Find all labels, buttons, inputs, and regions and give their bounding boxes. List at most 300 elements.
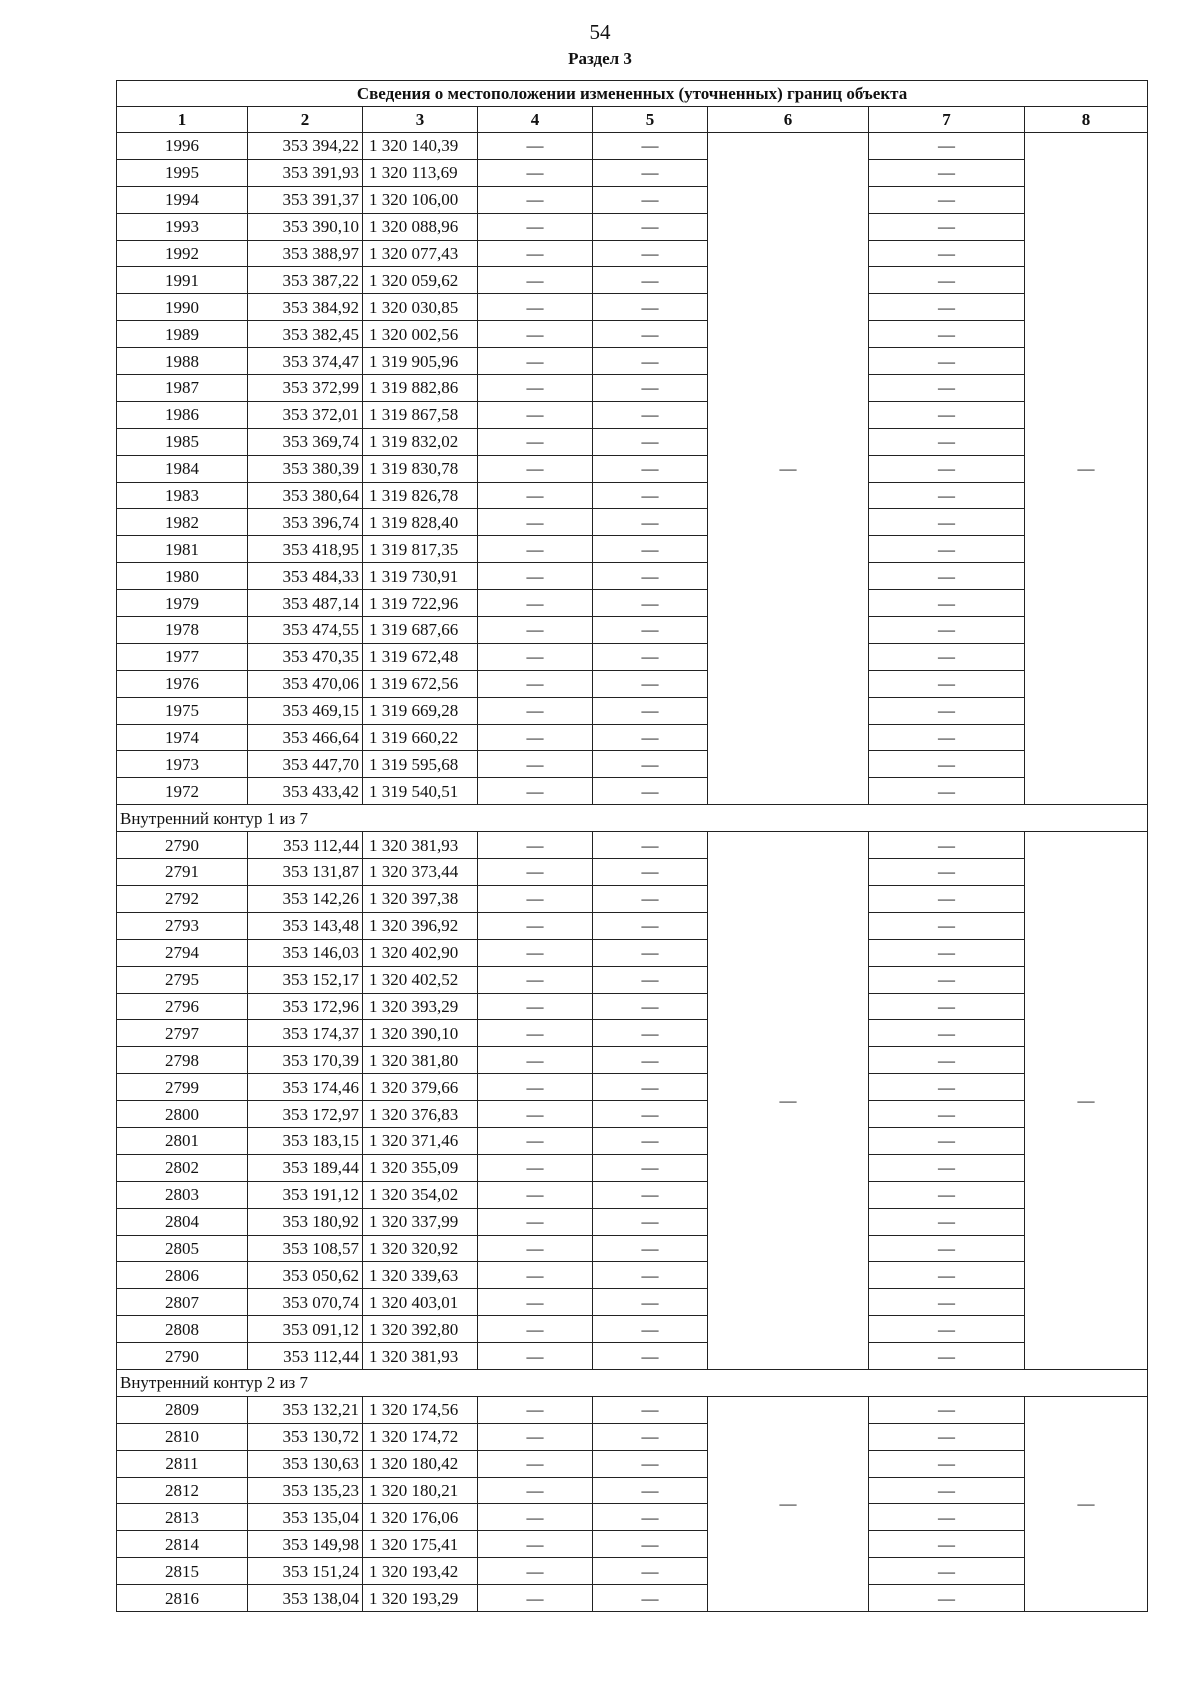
col4-cell: —	[478, 321, 593, 348]
point-number-cell: 1980	[117, 563, 248, 590]
col4-cell: —	[478, 375, 593, 402]
col4-cell: —	[478, 213, 593, 240]
y-coordinate-cell: 1 320 030,85	[363, 294, 478, 321]
col5-cell: —	[593, 1450, 708, 1477]
col4-cell: —	[478, 1235, 593, 1262]
point-number-cell: 1977	[117, 643, 248, 670]
col5-cell: —	[593, 751, 708, 778]
col4-cell: —	[478, 993, 593, 1020]
point-number-cell: 2799	[117, 1074, 248, 1101]
col7-cell: —	[869, 643, 1025, 670]
x-coordinate-cell: 353 174,46	[248, 1074, 363, 1101]
col7-cell: —	[869, 1101, 1025, 1128]
col6-merged-cell: —	[708, 832, 869, 1370]
col4-cell: —	[478, 1289, 593, 1316]
col7-cell: —	[869, 751, 1025, 778]
col5-cell: —	[593, 993, 708, 1020]
col7-cell: —	[869, 536, 1025, 563]
point-number-cell: 1995	[117, 159, 248, 186]
col7-cell: —	[869, 401, 1025, 428]
y-coordinate-cell: 1 319 660,22	[363, 724, 478, 751]
col5-cell: —	[593, 778, 708, 805]
point-number-cell: 1993	[117, 213, 248, 240]
col5-cell: —	[593, 590, 708, 617]
col5-cell: —	[593, 240, 708, 267]
table-row	[117, 939, 1148, 966]
col5-cell: —	[593, 1396, 708, 1423]
x-coordinate-cell: 353 132,21	[248, 1396, 363, 1423]
contour-label-row	[117, 1369, 1148, 1396]
col7-cell: —	[869, 1154, 1025, 1181]
x-coordinate-cell: 353 374,47	[248, 348, 363, 375]
y-coordinate-cell: 1 320 077,43	[363, 240, 478, 267]
point-number-cell: 2812	[117, 1477, 248, 1504]
x-coordinate-cell: 353 391,93	[248, 159, 363, 186]
x-coordinate-cell: 353 142,26	[248, 885, 363, 912]
col4-cell: —	[478, 1423, 593, 1450]
point-number-cell: 1982	[117, 509, 248, 536]
x-coordinate-cell: 353 470,06	[248, 670, 363, 697]
table-row	[117, 1235, 1148, 1262]
point-number-cell: 1983	[117, 482, 248, 509]
col7-cell: —	[869, 213, 1025, 240]
table-row	[117, 563, 1148, 590]
y-coordinate-cell: 1 320 371,46	[363, 1127, 478, 1154]
point-number-cell: 2790	[117, 1343, 248, 1370]
col4-cell: —	[478, 348, 593, 375]
col5-cell: —	[593, 670, 708, 697]
x-coordinate-cell: 353 070,74	[248, 1289, 363, 1316]
table-row	[117, 751, 1148, 778]
x-coordinate-cell: 353 384,92	[248, 294, 363, 321]
x-coordinate-cell: 353 380,39	[248, 455, 363, 482]
y-coordinate-cell: 1 320 403,01	[363, 1289, 478, 1316]
table-row	[117, 1289, 1148, 1316]
col8-merged-cell: —	[1025, 832, 1148, 1370]
col4-cell: —	[478, 724, 593, 751]
y-coordinate-cell: 1 319 595,68	[363, 751, 478, 778]
table-row	[117, 1423, 1148, 1450]
column-number-row	[117, 107, 1148, 133]
y-coordinate-cell: 1 320 180,21	[363, 1477, 478, 1504]
point-number-cell: 2798	[117, 1047, 248, 1074]
col4-cell: —	[478, 159, 593, 186]
col4-cell: —	[478, 428, 593, 455]
point-number-cell: 2816	[117, 1585, 248, 1612]
col7-cell: —	[869, 1316, 1025, 1343]
y-coordinate-cell: 1 319 905,96	[363, 348, 478, 375]
column-number: 8	[1025, 107, 1148, 133]
point-number-cell: 2810	[117, 1423, 248, 1450]
point-number-cell: 2813	[117, 1504, 248, 1531]
table-row	[117, 1558, 1148, 1585]
x-coordinate-cell: 353 135,23	[248, 1477, 363, 1504]
col5-cell: —	[593, 643, 708, 670]
point-number-cell: 1987	[117, 375, 248, 402]
point-number-cell: 2794	[117, 939, 248, 966]
x-coordinate-cell: 353 447,70	[248, 751, 363, 778]
table-row	[117, 536, 1148, 563]
table-row	[117, 1127, 1148, 1154]
table-row	[117, 267, 1148, 294]
col5-cell: —	[593, 1343, 708, 1370]
table-row	[117, 697, 1148, 724]
point-number-cell: 1990	[117, 294, 248, 321]
col8-merged-cell: —	[1025, 1396, 1148, 1611]
x-coordinate-cell: 353 130,63	[248, 1450, 363, 1477]
col4-cell: —	[478, 1020, 593, 1047]
col5-cell: —	[593, 1316, 708, 1343]
col5-cell: —	[593, 1558, 708, 1585]
table-row	[117, 590, 1148, 617]
x-coordinate-cell: 353 143,48	[248, 912, 363, 939]
col4-cell: —	[478, 1477, 593, 1504]
y-coordinate-cell: 1 320 337,99	[363, 1208, 478, 1235]
x-coordinate-cell: 353 433,42	[248, 778, 363, 805]
column-number: 7	[869, 107, 1025, 133]
point-number-cell: 1981	[117, 536, 248, 563]
y-coordinate-cell: 1 319 882,86	[363, 375, 478, 402]
table-row	[117, 724, 1148, 751]
col5-cell: —	[593, 536, 708, 563]
x-coordinate-cell: 353 180,92	[248, 1208, 363, 1235]
y-coordinate-cell: 1 319 540,51	[363, 778, 478, 805]
y-coordinate-cell: 1 319 828,40	[363, 509, 478, 536]
col5-cell: —	[593, 832, 708, 859]
y-coordinate-cell: 1 319 687,66	[363, 617, 478, 644]
col5-cell: —	[593, 186, 708, 213]
y-coordinate-cell: 1 320 373,44	[363, 859, 478, 886]
col7-cell: —	[869, 670, 1025, 697]
col4-cell: —	[478, 590, 593, 617]
table-row	[117, 133, 1148, 160]
col4-cell: —	[478, 401, 593, 428]
y-coordinate-cell: 1 320 174,72	[363, 1423, 478, 1450]
col5-cell: —	[593, 1585, 708, 1612]
point-number-cell: 2800	[117, 1101, 248, 1128]
point-number-cell: 2805	[117, 1235, 248, 1262]
table-row	[117, 885, 1148, 912]
contour-label: Внутренний контур 2 из 7	[117, 1369, 1148, 1396]
x-coordinate-cell: 353 131,87	[248, 859, 363, 886]
col7-cell: —	[869, 509, 1025, 536]
table-row	[117, 482, 1148, 509]
table-row	[117, 1396, 1148, 1423]
table-row	[117, 1477, 1148, 1504]
point-number-cell: 2814	[117, 1531, 248, 1558]
table-row	[117, 912, 1148, 939]
col7-cell: —	[869, 885, 1025, 912]
table-row	[117, 455, 1148, 482]
point-number-cell: 2795	[117, 966, 248, 993]
y-coordinate-cell: 1 320 392,80	[363, 1316, 478, 1343]
col7-cell: —	[869, 1020, 1025, 1047]
col4-cell: —	[478, 267, 593, 294]
col4-cell: —	[478, 966, 593, 993]
y-coordinate-cell: 1 320 381,93	[363, 1343, 478, 1370]
col5-cell: —	[593, 455, 708, 482]
y-coordinate-cell: 1 319 730,91	[363, 563, 478, 590]
x-coordinate-cell: 353 474,55	[248, 617, 363, 644]
table-row	[117, 348, 1148, 375]
y-coordinate-cell: 1 320 193,29	[363, 1585, 478, 1612]
col7-cell: —	[869, 240, 1025, 267]
column-number: 6	[708, 107, 869, 133]
table-row	[117, 859, 1148, 886]
col5-cell: —	[593, 348, 708, 375]
col4-cell: —	[478, 563, 593, 590]
x-coordinate-cell: 353 396,74	[248, 509, 363, 536]
x-coordinate-cell: 353 390,10	[248, 213, 363, 240]
table-title: Сведения о местоположении измененных (уточненных) границ объекта	[117, 81, 1148, 107]
table-row	[117, 1262, 1148, 1289]
table-row	[117, 832, 1148, 859]
y-coordinate-cell: 1 319 672,56	[363, 670, 478, 697]
table-row	[117, 375, 1148, 402]
table-row	[117, 428, 1148, 455]
table-row	[117, 778, 1148, 805]
table-row	[117, 1154, 1148, 1181]
x-coordinate-cell: 353 152,17	[248, 966, 363, 993]
point-number-cell: 2803	[117, 1181, 248, 1208]
col4-cell: —	[478, 1127, 593, 1154]
x-coordinate-cell: 353 391,37	[248, 186, 363, 213]
col4-cell: —	[478, 1316, 593, 1343]
col7-cell: —	[869, 375, 1025, 402]
col5-cell: —	[593, 724, 708, 751]
x-coordinate-cell: 353 394,22	[248, 133, 363, 160]
col5-cell: —	[593, 133, 708, 160]
x-coordinate-cell: 353 484,33	[248, 563, 363, 590]
point-number-cell: 1984	[117, 455, 248, 482]
x-coordinate-cell: 353 151,24	[248, 1558, 363, 1585]
col7-cell: —	[869, 1423, 1025, 1450]
col5-cell: —	[593, 159, 708, 186]
x-coordinate-cell: 353 146,03	[248, 939, 363, 966]
y-coordinate-cell: 1 320 402,90	[363, 939, 478, 966]
col5-cell: —	[593, 912, 708, 939]
col7-cell: —	[869, 1504, 1025, 1531]
y-coordinate-cell: 1 320 174,56	[363, 1396, 478, 1423]
col7-cell: —	[869, 697, 1025, 724]
col7-cell: —	[869, 482, 1025, 509]
point-number-cell: 1989	[117, 321, 248, 348]
table-row	[117, 1585, 1148, 1612]
col5-cell: —	[593, 1047, 708, 1074]
col4-cell: —	[478, 294, 593, 321]
table-row	[117, 1020, 1148, 1047]
y-coordinate-cell: 1 320 113,69	[363, 159, 478, 186]
column-number: 3	[363, 107, 478, 133]
col4-cell: —	[478, 1558, 593, 1585]
y-coordinate-cell: 1 320 088,96	[363, 213, 478, 240]
x-coordinate-cell: 353 382,45	[248, 321, 363, 348]
col7-cell: —	[869, 1235, 1025, 1262]
col7-cell: —	[869, 1558, 1025, 1585]
point-number-cell: 2793	[117, 912, 248, 939]
point-number-cell: 1996	[117, 133, 248, 160]
col4-cell: —	[478, 133, 593, 160]
column-number: 2	[248, 107, 363, 133]
x-coordinate-cell: 353 189,44	[248, 1154, 363, 1181]
col5-cell: —	[593, 966, 708, 993]
col5-cell: —	[593, 267, 708, 294]
col4-cell: —	[478, 1074, 593, 1101]
col4-cell: —	[478, 751, 593, 778]
col7-cell: —	[869, 1181, 1025, 1208]
col4-cell: —	[478, 778, 593, 805]
boundary-coordinates-table	[116, 80, 1148, 1612]
page-number: 54	[589, 20, 611, 44]
col7-cell: —	[869, 590, 1025, 617]
col5-cell: —	[593, 939, 708, 966]
column-number: 5	[593, 107, 708, 133]
col4-cell: —	[478, 697, 593, 724]
y-coordinate-cell: 1 319 722,96	[363, 590, 478, 617]
x-coordinate-cell: 353 466,64	[248, 724, 363, 751]
col7-cell: —	[869, 724, 1025, 751]
x-coordinate-cell: 353 372,99	[248, 375, 363, 402]
col7-cell: —	[869, 1127, 1025, 1154]
point-number-cell: 2790	[117, 832, 248, 859]
col5-cell: —	[593, 213, 708, 240]
col4-cell: —	[478, 482, 593, 509]
col5-cell: —	[593, 1289, 708, 1316]
y-coordinate-cell: 1 320 106,00	[363, 186, 478, 213]
table-row	[117, 1047, 1148, 1074]
y-coordinate-cell: 1 319 830,78	[363, 455, 478, 482]
y-coordinate-cell: 1 320 393,29	[363, 993, 478, 1020]
x-coordinate-cell: 353 470,35	[248, 643, 363, 670]
table-row	[117, 401, 1148, 428]
point-number-cell: 1975	[117, 697, 248, 724]
col5-cell: —	[593, 428, 708, 455]
point-number-cell: 1974	[117, 724, 248, 751]
table-row	[117, 670, 1148, 697]
y-coordinate-cell: 1 319 672,48	[363, 643, 478, 670]
x-coordinate-cell: 353 172,96	[248, 993, 363, 1020]
point-number-cell: 1994	[117, 186, 248, 213]
y-coordinate-cell: 1 320 402,52	[363, 966, 478, 993]
col5-cell: —	[593, 563, 708, 590]
col7-cell: —	[869, 1396, 1025, 1423]
x-coordinate-cell: 353 172,97	[248, 1101, 363, 1128]
col7-cell: —	[869, 563, 1025, 590]
col4-cell: —	[478, 1531, 593, 1558]
y-coordinate-cell: 1 319 817,35	[363, 536, 478, 563]
col5-cell: —	[593, 1504, 708, 1531]
col7-cell: —	[869, 1531, 1025, 1558]
point-number-cell: 1991	[117, 267, 248, 294]
y-coordinate-cell: 1 319 669,28	[363, 697, 478, 724]
col5-cell: —	[593, 697, 708, 724]
y-coordinate-cell: 1 319 832,02	[363, 428, 478, 455]
y-coordinate-cell: 1 320 140,39	[363, 133, 478, 160]
col4-cell: —	[478, 1504, 593, 1531]
point-number-cell: 1972	[117, 778, 248, 805]
col5-cell: —	[593, 617, 708, 644]
x-coordinate-cell: 353 174,37	[248, 1020, 363, 1047]
x-coordinate-cell: 353 108,57	[248, 1235, 363, 1262]
table-row	[117, 1343, 1148, 1370]
col4-cell: —	[478, 1343, 593, 1370]
column-number: 1	[117, 107, 248, 133]
col7-cell: —	[869, 321, 1025, 348]
point-number-cell: 1979	[117, 590, 248, 617]
x-coordinate-cell: 353 369,74	[248, 428, 363, 455]
table-row	[117, 1101, 1148, 1128]
col4-cell: —	[478, 912, 593, 939]
col4-cell: —	[478, 617, 593, 644]
col7-cell: —	[869, 1585, 1025, 1612]
col5-cell: —	[593, 885, 708, 912]
point-number-cell: 1978	[117, 617, 248, 644]
point-number-cell: 2801	[117, 1127, 248, 1154]
col5-cell: —	[593, 1531, 708, 1558]
col4-cell: —	[478, 1181, 593, 1208]
section-title: Раздел 3	[568, 49, 632, 68]
x-coordinate-cell: 353 050,62	[248, 1262, 363, 1289]
y-coordinate-cell: 1 319 826,78	[363, 482, 478, 509]
col4-cell: —	[478, 1585, 593, 1612]
y-coordinate-cell: 1 320 354,02	[363, 1181, 478, 1208]
col4-cell: —	[478, 832, 593, 859]
table-row	[117, 213, 1148, 240]
x-coordinate-cell: 353 191,12	[248, 1181, 363, 1208]
col5-cell: —	[593, 509, 708, 536]
col7-cell: —	[869, 778, 1025, 805]
table-row	[117, 321, 1148, 348]
table-row	[117, 294, 1148, 321]
col5-cell: —	[593, 1020, 708, 1047]
table-row	[117, 617, 1148, 644]
col5-cell: —	[593, 1127, 708, 1154]
x-coordinate-cell: 353 183,15	[248, 1127, 363, 1154]
point-number-cell: 1985	[117, 428, 248, 455]
point-number-cell: 1986	[117, 401, 248, 428]
col5-cell: —	[593, 1262, 708, 1289]
y-coordinate-cell: 1 320 381,80	[363, 1047, 478, 1074]
col7-cell: —	[869, 455, 1025, 482]
table-row	[117, 1531, 1148, 1558]
point-number-cell: 1976	[117, 670, 248, 697]
col7-cell: —	[869, 348, 1025, 375]
point-number-cell: 1988	[117, 348, 248, 375]
y-coordinate-cell: 1 320 355,09	[363, 1154, 478, 1181]
table-body	[117, 81, 1148, 1612]
col7-cell: —	[869, 859, 1025, 886]
col7-cell: —	[869, 1262, 1025, 1289]
col5-cell: —	[593, 1074, 708, 1101]
col4-cell: —	[478, 1262, 593, 1289]
col7-cell: —	[869, 186, 1025, 213]
col7-cell: —	[869, 912, 1025, 939]
table-row	[117, 1181, 1148, 1208]
point-number-cell: 2809	[117, 1396, 248, 1423]
y-coordinate-cell: 1 320 176,06	[363, 1504, 478, 1531]
y-coordinate-cell: 1 320 381,93	[363, 832, 478, 859]
table-row	[117, 1504, 1148, 1531]
col4-cell: —	[478, 1396, 593, 1423]
col4-cell: —	[478, 1047, 593, 1074]
col7-cell: —	[869, 1047, 1025, 1074]
point-number-cell: 2797	[117, 1020, 248, 1047]
y-coordinate-cell: 1 320 396,92	[363, 912, 478, 939]
y-coordinate-cell: 1 320 397,38	[363, 885, 478, 912]
table-row	[117, 1316, 1148, 1343]
col4-cell: —	[478, 859, 593, 886]
y-coordinate-cell: 1 320 180,42	[363, 1450, 478, 1477]
